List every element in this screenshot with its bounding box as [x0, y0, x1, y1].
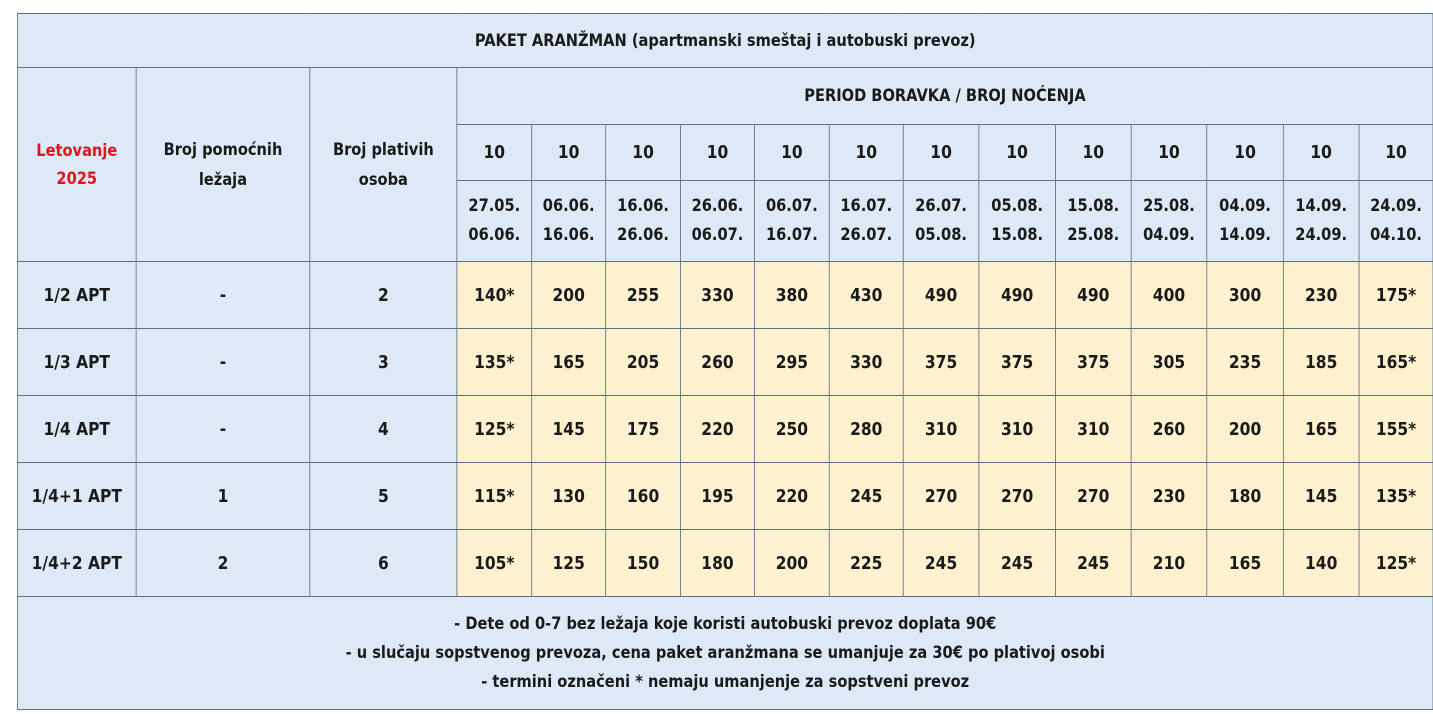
date-to: 26.06. — [617, 225, 669, 245]
date-to: 25.08. — [1067, 225, 1120, 245]
price-cell: 260 — [1131, 396, 1207, 463]
aux-beds-cell: - — [136, 329, 310, 396]
date-range-cell — [979, 181, 1056, 262]
date-from: 26.07. — [915, 196, 967, 216]
price-cell: 400 — [1131, 262, 1207, 329]
season-label — [17, 68, 136, 262]
price-cell: 210 — [1131, 530, 1207, 597]
price-cell: 310 — [903, 396, 979, 463]
notes-cell — [17, 597, 1433, 710]
table-row — [17, 463, 1433, 530]
price-cell: 205 — [606, 329, 681, 396]
price-cell: 125* — [1359, 530, 1433, 597]
price-cell: 375 — [979, 329, 1056, 396]
price-cell: 185 — [1283, 329, 1359, 396]
paying-persons-header-line-1: Broj plativih — [332, 139, 434, 160]
date-from: 14.09. — [1295, 196, 1348, 216]
price-cell: 125 — [532, 530, 606, 597]
nights-cell: 10 — [1131, 125, 1207, 181]
season-label-line-1: Letovanje — [36, 140, 118, 161]
date-from: 24.09. — [1370, 196, 1422, 216]
period-header: PERIOD BORAVKA / BROJ NOĆENJA — [457, 68, 1433, 125]
price-cell: 245 — [903, 530, 979, 597]
aux-beds-cell: - — [136, 396, 310, 463]
nights-cell: 10 — [606, 125, 681, 181]
price-cell: 200 — [1207, 396, 1284, 463]
price-cell: 180 — [680, 530, 754, 597]
note-line-3: - termini označeni * nemaju umanjenje za sopstveni prevoz — [481, 671, 970, 692]
price-cell: 490 — [979, 262, 1056, 329]
price-cell: 165 — [1207, 530, 1284, 597]
apartment-type-cell: 1/4+1 APT — [17, 463, 136, 530]
paying-persons-cell: 4 — [310, 396, 457, 463]
aux-beds-header — [136, 68, 310, 262]
price-cell: 270 — [903, 463, 979, 530]
paying-persons-cell: 3 — [310, 329, 457, 396]
date-range-cell — [1359, 181, 1433, 262]
price-cell: 140* — [457, 262, 532, 329]
date-range-cell — [532, 181, 606, 262]
date-range-cell — [1283, 181, 1359, 262]
note-line-2: - u slučaju sopstvenog prevoza, cena paket aranžmana se umanjuje za 30€ po plativoj osobi — [345, 642, 1105, 663]
nights-cell: 10 — [1283, 125, 1359, 181]
price-cell: 165* — [1359, 329, 1433, 396]
nights-cell: 10 — [457, 125, 532, 181]
price-cell: 230 — [1283, 262, 1359, 329]
date-to: 04.10. — [1370, 225, 1422, 245]
date-from: 16.06. — [617, 196, 669, 216]
apartment-type-cell: 1/4 APT — [17, 396, 136, 463]
price-cell: 375 — [903, 329, 979, 396]
price-cell: 220 — [754, 463, 829, 530]
price-cell: 225 — [829, 530, 903, 597]
price-cell: 330 — [680, 262, 754, 329]
price-cell: 200 — [754, 530, 829, 597]
price-cell: 295 — [754, 329, 829, 396]
nights-cell: 10 — [1207, 125, 1284, 181]
date-from: 25.08. — [1143, 196, 1195, 216]
price-cell: 245 — [979, 530, 1056, 597]
price-cell: 245 — [829, 463, 903, 530]
date-to: 06.07. — [691, 225, 744, 245]
price-cell: 155* — [1359, 396, 1433, 463]
date-to: 16.07. — [765, 225, 818, 245]
date-from: 04.09. — [1219, 196, 1271, 216]
date-from: 06.07. — [765, 196, 818, 216]
date-range-cell — [680, 181, 754, 262]
table-row — [17, 262, 1433, 329]
apartment-type-cell: 1/2 APT — [17, 262, 136, 329]
nights-cell: 10 — [754, 125, 829, 181]
aux-beds-header-line-1: Broj pomoćnih — [163, 139, 283, 160]
date-range-cell — [606, 181, 681, 262]
price-cell: 105* — [457, 530, 532, 597]
price-cell: 165 — [532, 329, 606, 396]
price-cell: 235 — [1207, 329, 1284, 396]
price-cell: 380 — [754, 262, 829, 329]
aux-beds-cell: 1 — [136, 463, 310, 530]
price-cell: 180 — [1207, 463, 1284, 530]
table-row — [17, 396, 1433, 463]
price-cell: 160 — [606, 463, 681, 530]
nights-cell: 10 — [903, 125, 979, 181]
nights-cell: 10 — [1055, 125, 1131, 181]
price-cell: 140 — [1283, 530, 1359, 597]
date-range-cell — [1055, 181, 1131, 262]
price-cell: 490 — [903, 262, 979, 329]
apartment-type-cell: 1/3 APT — [17, 329, 136, 396]
table-row — [17, 329, 1433, 396]
price-cell: 175 — [606, 396, 681, 463]
table-row — [17, 530, 1433, 597]
price-cell: 300 — [1207, 262, 1284, 329]
price-cell: 150 — [606, 530, 681, 597]
date-range-cell — [1131, 181, 1207, 262]
date-from: 15.08. — [1067, 196, 1120, 216]
price-cell: 280 — [829, 396, 903, 463]
price-table — [17, 13, 1433, 710]
nights-cell: 10 — [1359, 125, 1433, 181]
season-label-line-2: 2025 — [56, 168, 98, 189]
price-cell: 135* — [1359, 463, 1433, 530]
price-cell: 305 — [1131, 329, 1207, 396]
date-range-cell — [457, 181, 532, 262]
price-cell: 230 — [1131, 463, 1207, 530]
date-range-cell — [829, 181, 903, 262]
price-list-container — [17, 13, 1433, 710]
date-to: 06.06. — [468, 225, 521, 245]
price-cell: 145 — [1283, 463, 1359, 530]
price-cell: 375 — [1055, 329, 1131, 396]
date-to: 16.06. — [542, 225, 595, 245]
date-to: 04.09. — [1143, 225, 1195, 245]
date-range-cell — [754, 181, 829, 262]
price-cell: 175* — [1359, 262, 1433, 329]
price-cell: 310 — [979, 396, 1056, 463]
date-range-cell — [1207, 181, 1284, 262]
paying-persons-cell: 2 — [310, 262, 457, 329]
paying-persons-header — [310, 68, 457, 262]
price-cell: 250 — [754, 396, 829, 463]
price-cell: 430 — [829, 262, 903, 329]
price-cell: 135* — [457, 329, 532, 396]
price-cell: 115* — [457, 463, 532, 530]
nights-cell: 10 — [979, 125, 1056, 181]
price-cell: 255 — [606, 262, 681, 329]
date-from: 06.06. — [542, 196, 595, 216]
price-cell: 130 — [532, 463, 606, 530]
price-cell: 270 — [1055, 463, 1131, 530]
aux-beds-header-line-2: ležaja — [198, 169, 248, 190]
price-cell: 490 — [1055, 262, 1131, 329]
date-to: 05.08. — [915, 225, 967, 245]
date-to: 24.09. — [1295, 225, 1348, 245]
price-cell: 245 — [1055, 530, 1131, 597]
date-to: 15.08. — [991, 225, 1044, 245]
date-range-cell — [903, 181, 979, 262]
date-from: 27.05. — [468, 196, 521, 216]
price-cell: 195 — [680, 463, 754, 530]
price-cell: 310 — [1055, 396, 1131, 463]
paying-persons-header-line-2: osoba — [358, 169, 408, 190]
nights-cell: 10 — [532, 125, 606, 181]
price-cell: 260 — [680, 329, 754, 396]
price-cell: 200 — [532, 262, 606, 329]
price-cell: 220 — [680, 396, 754, 463]
price-cell: 125* — [457, 396, 532, 463]
date-from: 26.06. — [691, 196, 744, 216]
paying-persons-cell: 5 — [310, 463, 457, 530]
note-line-1: - Dete od 0-7 bez ležaja koje koristi autobuski prevoz doplata 90€ — [454, 613, 997, 634]
price-cell: 165 — [1283, 396, 1359, 463]
date-to: 14.09. — [1219, 225, 1271, 245]
price-cell: 330 — [829, 329, 903, 396]
price-cell: 145 — [532, 396, 606, 463]
paying-persons-cell: 6 — [310, 530, 457, 597]
date-from: 16.07. — [840, 196, 893, 216]
aux-beds-cell: - — [136, 262, 310, 329]
date-to: 26.07. — [840, 225, 893, 245]
aux-beds-cell: 2 — [136, 530, 310, 597]
table-title: PAKET ARANŽMAN (apartmanski smeštaj i autobuski prevoz) — [17, 14, 1433, 68]
nights-cell: 10 — [829, 125, 903, 181]
price-cell: 270 — [979, 463, 1056, 530]
nights-cell: 10 — [680, 125, 754, 181]
apartment-type-cell: 1/4+2 APT — [17, 530, 136, 597]
date-from: 05.08. — [991, 196, 1044, 216]
